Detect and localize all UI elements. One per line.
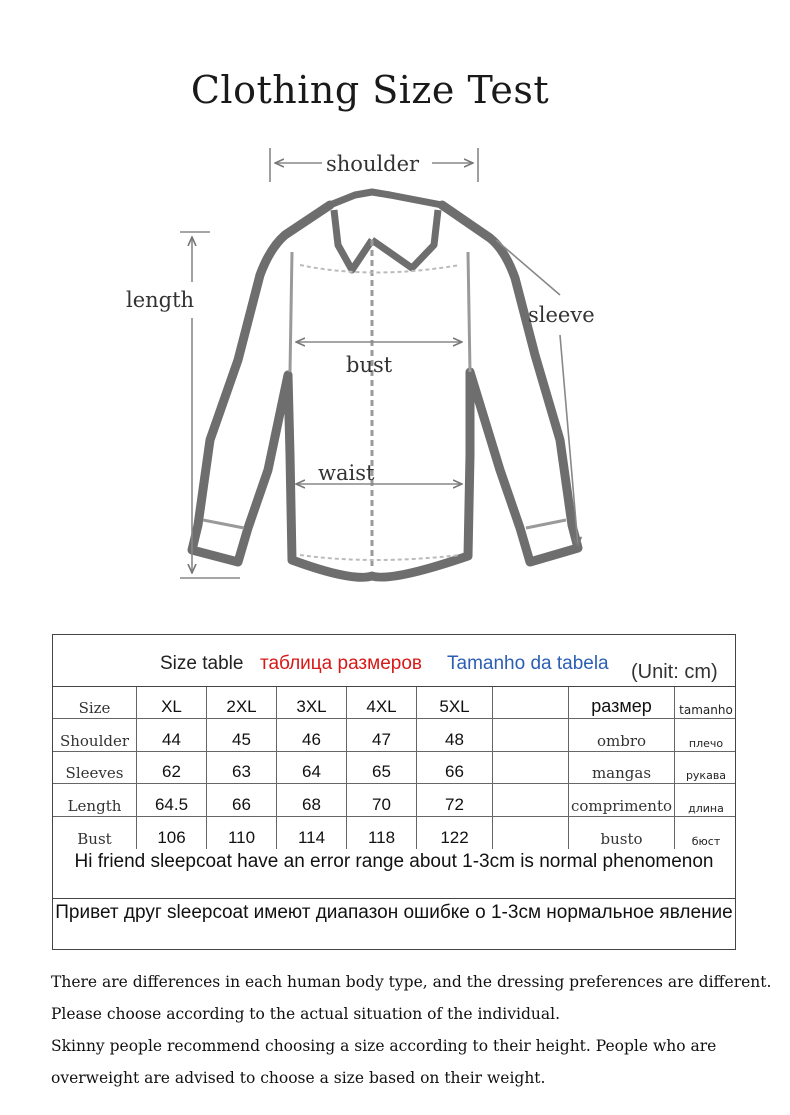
table-cell: 63 [207, 752, 277, 783]
table-cell: 47 [347, 719, 417, 750]
row-label-secondary: mangas [569, 752, 675, 783]
header-portuguese: Tamanho da tabela [447, 653, 609, 674]
table-cell-empty [493, 784, 569, 815]
row-label-secondary: comprimento [569, 784, 675, 815]
table-cell-empty [493, 752, 569, 783]
table-cell: 64 [277, 752, 347, 783]
advice-line: Skinny people recommend choosing a size according to their height. People who are [51, 1037, 717, 1055]
label-length: length [126, 288, 195, 312]
table-row [53, 752, 735, 784]
header-russian: таблица размеров [260, 653, 423, 674]
table-row [53, 719, 735, 751]
table-cell: 65 [347, 752, 417, 783]
size-grid [53, 687, 735, 849]
table-cell: 46 [277, 719, 347, 750]
row-label-tertiary: рукава [685, 769, 727, 783]
table-cell-empty [493, 687, 569, 718]
table-cell: 5XL [417, 687, 493, 718]
row-label-secondary: размер [569, 687, 675, 718]
row-label: Size [53, 687, 137, 718]
header-unit: (Unit: cm) [631, 661, 718, 683]
row-label-secondary: ombro [569, 719, 675, 750]
table-cell: 45 [207, 719, 277, 750]
table-cell: 110 [207, 817, 277, 849]
row-label-tertiary: tamanho [679, 703, 733, 718]
table-cell: 114 [277, 817, 347, 849]
row-label: Sleeves [53, 752, 137, 783]
table-cell: 44 [137, 719, 207, 750]
header-english: Size table [160, 653, 244, 674]
label-waist: waist [318, 461, 375, 485]
row-label-tertiary: бюст [691, 834, 721, 848]
size-table-header [53, 635, 735, 687]
label-bust: bust [346, 353, 393, 377]
table-cell: 48 [417, 719, 493, 750]
row-label: Length [53, 784, 137, 815]
table-cell-empty [493, 719, 569, 750]
table-cell: 68 [277, 784, 347, 815]
row-label-secondary: busto [569, 817, 675, 849]
size-advice-text [51, 966, 781, 1094]
row-label-tertiary: длина [688, 801, 724, 815]
table-cell-empty [493, 817, 569, 849]
page-title: Clothing Size Test [190, 68, 550, 112]
row-label: Bust [53, 817, 137, 849]
advice-line: There are differences in each human body type, and the dressing preferences are different. [51, 973, 772, 991]
table-row [53, 687, 735, 719]
row-label-tertiary: плечо [688, 736, 724, 750]
table-cell: 66 [417, 752, 493, 783]
label-shoulder: shoulder [326, 152, 420, 176]
table-cell: 66 [207, 784, 277, 815]
table-cell: 118 [347, 817, 417, 849]
table-cell: XL [137, 687, 207, 718]
table-cell: 106 [137, 817, 207, 849]
advice-line: overweight are advised to choose a size based on their weight. [51, 1069, 546, 1087]
table-cell: 122 [417, 817, 493, 849]
error-range-note-en: Hi friend sleepcoat have an error range about 1-3cm is normal phenomenon [53, 849, 735, 899]
label-sleeve: sleeve [528, 303, 595, 327]
table-cell: 4XL [347, 687, 417, 718]
table-cell: 72 [417, 784, 493, 815]
advice-line: Please choose according to the actual situation of the individual. [51, 1005, 561, 1023]
table-row [53, 817, 735, 849]
size-table [52, 634, 736, 950]
table-cell: 70 [347, 784, 417, 815]
table-cell: 64.5 [137, 784, 207, 815]
table-cell: 2XL [207, 687, 277, 718]
table-row [53, 784, 735, 816]
table-cell: 62 [137, 752, 207, 783]
table-cell: 3XL [277, 687, 347, 718]
error-range-note-ru: Привет друг sleepcoat имеют диапазон ошибке о 1-3см нормальное явление [55, 902, 733, 923]
row-label: Shoulder [53, 719, 137, 750]
